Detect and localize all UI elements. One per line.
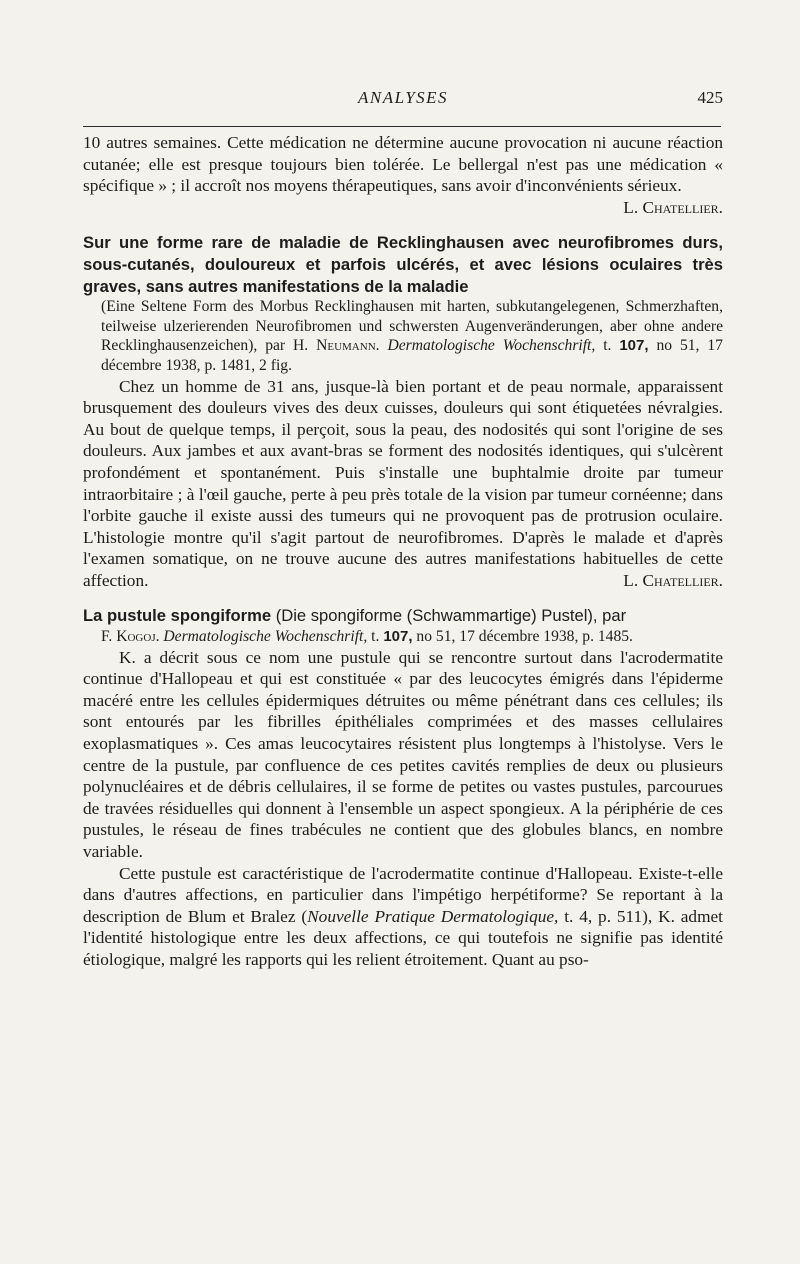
page-number: 425 (697, 88, 723, 107)
intro-paragraph (83, 132, 723, 218)
article2-paragraph-2 (83, 863, 723, 971)
article1-body-text: Chez un homme de 31 ans, jusque-là bien portant et de peau normale, apparaissent brusquement des douleurs vives des deux cuisses, douleurs qui sont étiquetées névralgies. Au bout de quelque temps, il perçoit, sous la peau, des nodosités qui sont l'origine de ses douleurs. Aux jambes et aux avant-bras se forment des nodosités identiques, qui s'ulcèrent profondément et spontanément. Puis s'installe une buphtalmie droite par tumeur intraorbitaire ; à l'œil gauche, perte à peu près totale de la vision par tumeur cornéenne; dans l'orbite gauche il existe aussi des tumeurs qui ne provoquent pas de protrusion oculaire. L'histologie montre qu'il s'agit partout de neurofibromes. D'après le malade et d'après l'examen somatique, on ne trouve aucune des autres manifestations habituelles de cette affection. (83, 376, 723, 590)
article1-body (83, 376, 723, 592)
article2-journal: Dermatologische Wochenschrift, (163, 628, 368, 646)
header-rule (83, 126, 721, 127)
intro-text: 10 autres semaines. Cette médication ne détermine aucune provocation ni aucune réaction cutanée; elle est presque toujours bien tolérée. Le bellergal n'est pas une médication « spécifique » ; il accroît nos moyens thérapeutiques, sans avoir d'inconvénients sérieux. (83, 133, 723, 196)
article2-original-title: (Die spongiforme (Schwammartige) Pustel), par (275, 606, 627, 626)
article2-author: F. Kogoj. (101, 628, 160, 646)
page-header (83, 88, 723, 114)
article2-reference (83, 627, 723, 647)
article2-ref-t: t. (371, 628, 380, 646)
article1-ref-rest: no 51, 17 décembre 1938, p. 1481, 2 fig. (101, 337, 723, 374)
article2-p2-italic: Nouvelle Pratique Dermatologique, (307, 906, 559, 926)
article1-signature: L. Chatellier. (623, 570, 723, 590)
article2-volume: 107, (383, 628, 413, 646)
article2-paragraph-1: K. a décrit sous ce nom une pustule qui se rencontre surtout dans l'acrodermatite continue d'Hallopeau et qui est constituée « par des leucocytes émigrés dans l'épiderme macéré entre les cellules épidermiques détruites ou même pénétrant dans ces cellules; ils sont entourés par les fibrilles épithéliales comprimées et des masses cellulaires exoplasmatiques ». Ces amas leucocytaires résistent plus longtemps à l'histolyse. Vers le centre de la pustule, par confluence de ces petites cavités remplies de deux ou plusieurs polynucléaires et de débris cellulaires, il se forme de petites ou vastes pustules, parcourues de travées résiduelles qui donnent à l'ensemble un aspect spongieux. A la périphérie de ces pustules, le réseau de fines trabécules ne contient que des globules blancs, en nombre variable. (83, 647, 723, 861)
page-body (83, 132, 723, 971)
article1-author: H. Neumann. (293, 337, 380, 355)
article1-reference (83, 297, 723, 375)
article2-title: La pustule spongiforme (83, 606, 272, 626)
article2-heading (83, 605, 723, 627)
article1-ref-t: t. (603, 337, 612, 355)
article2-ref-rest: no 51, 17 décembre 1938, p. 1485. (416, 628, 633, 646)
article1-original-title: (Eine Seltene Form des Morbus Recklinghausen mit harten, subkutangelegenen, Schmerzhaften, teilweise ulzerierenden Neurofibromen und schwersten Augenveränderungen, aber ohne andere Recklinghausenzeichen), par (101, 298, 723, 355)
intro-signature: L. Chatellier. (623, 197, 723, 217)
running-title: ANALYSES (357, 88, 449, 107)
article2-p2-a: Cette pustule est caractéristique de l'acrodermatite continue d'Hallopeau. Existe-t-elle dans d'autres affections, en particulier dans l'impétigo herpétiforme? Se reportant à la description de Blum et Bralez ( (83, 863, 723, 926)
article2-p2-b: t. 4, p. 511), K. admet l'identité histologique entre les deux affections, ce qui toutefois ne signifie pas identité étiologique, malgré les rapports qui les relient étroitement. Quant au pso- (83, 906, 723, 969)
article1-title: Sur une forme rare de maladie de Recklinghausen avec neurofibromes durs, sous-cutanés, douloureux et parfois ulcérés, et avec lésions oculaires très graves, sans autres manifestations de la maladie (83, 233, 723, 296)
article1-journal: Dermatologische Wochenschrift, (387, 337, 596, 355)
article1-volume: 107, (619, 337, 649, 355)
